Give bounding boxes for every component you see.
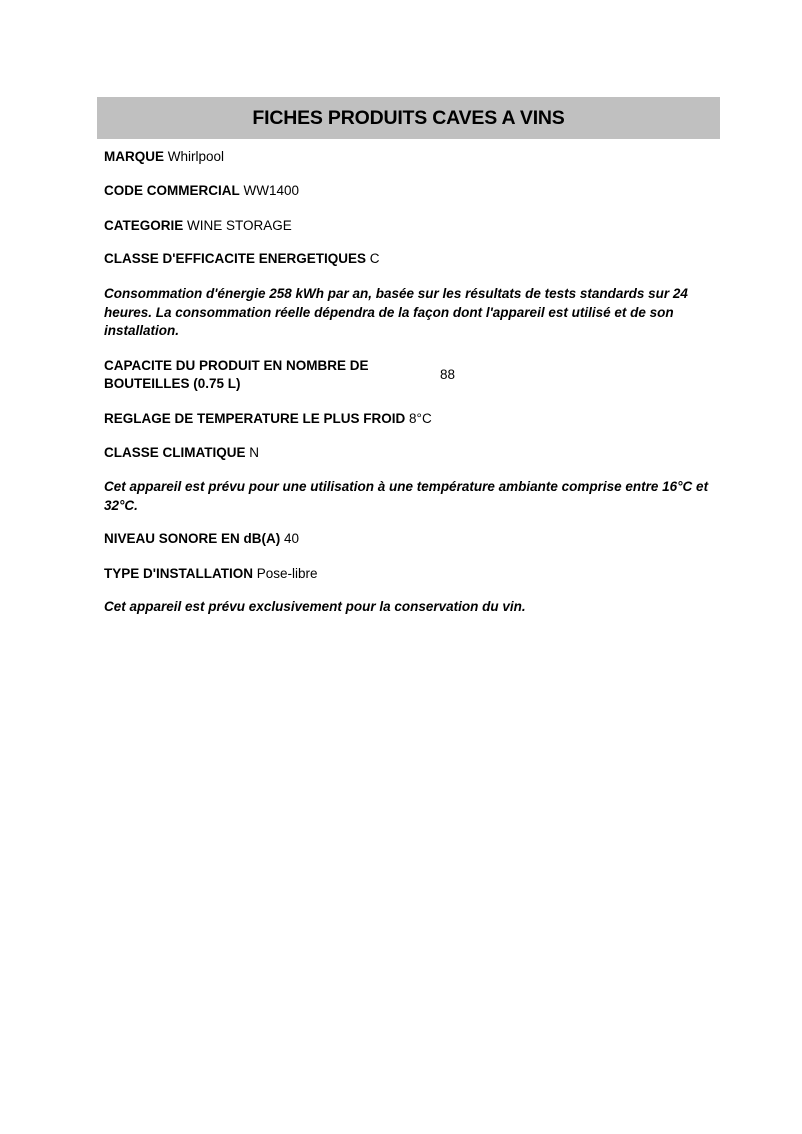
brand-row xyxy=(104,148,716,166)
installation-type-value: Pose-libre xyxy=(256,566,318,581)
coldest-setting-row xyxy=(104,410,716,428)
noise-level-label: NIVEAU SONORE EN dB(A) xyxy=(104,531,281,546)
category-row xyxy=(104,217,716,235)
commercial-code-label: CODE COMMERCIAL xyxy=(104,183,240,198)
energy-class-value: C xyxy=(369,251,380,266)
coldest-setting-label: REGLAGE DE TEMPERATURE LE PLUS FROID xyxy=(104,411,406,426)
document-title: FICHES PRODUITS CAVES A VINS xyxy=(252,106,565,129)
noise-level-value: 40 xyxy=(284,531,300,546)
installation-type-row xyxy=(104,565,716,583)
energy-class-row xyxy=(104,250,716,268)
document-title-bar xyxy=(97,97,720,139)
coldest-setting-value: 8°C xyxy=(409,411,432,426)
ambient-range-note: Cet appareil est prévu pour une utilisation à une température ambiante comprise entre 16°C et 32°C. xyxy=(104,479,709,513)
category-value: WINE STORAGE xyxy=(187,218,292,233)
climate-class-label: CLASSE CLIMATIQUE xyxy=(104,445,246,460)
brand-value: Whirlpool xyxy=(167,149,225,164)
capacity-label: CAPACITE DU PRODUIT EN NOMBRE DE BOUTEILLES (0.75 L) xyxy=(104,358,369,391)
capacity-value: 88 xyxy=(440,367,456,382)
commercial-code-row xyxy=(104,182,716,200)
consumption-note: Consommation d'énergie 258 kWh par an, basée sur les résultats de tests standards sur 24 heures. La consommation réelle dépendra de la façon dont l'appareil est utilisé et de son installation. xyxy=(104,286,688,338)
installation-type-label: TYPE D'INSTALLATION xyxy=(104,566,253,581)
usage-note: Cet appareil est prévu exclusivement pour la conservation du vin. xyxy=(104,599,526,614)
noise-level-row xyxy=(104,530,716,548)
climate-class-value: N xyxy=(249,445,260,460)
climate-class-row xyxy=(104,444,716,462)
energy-class-label: CLASSE D'EFFICACITE ENERGETIQUES xyxy=(104,251,366,266)
commercial-code-value: WW1400 xyxy=(243,183,300,198)
category-label: CATEGORIE xyxy=(104,218,184,233)
brand-label: MARQUE xyxy=(104,149,164,164)
